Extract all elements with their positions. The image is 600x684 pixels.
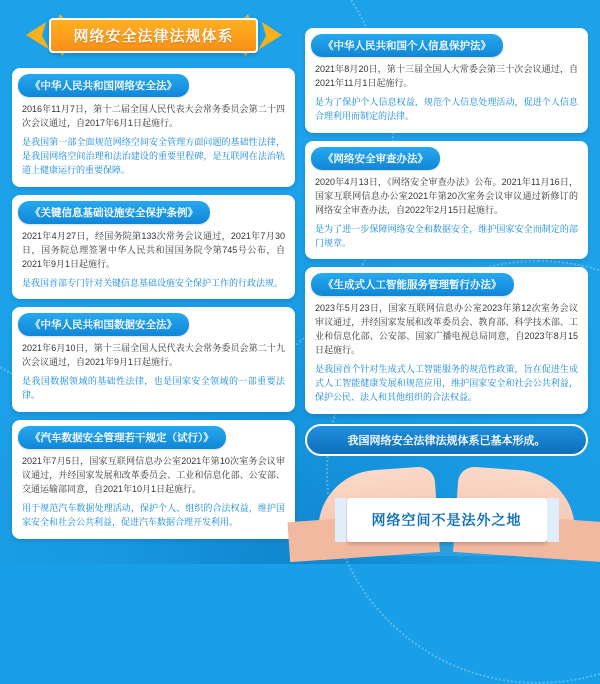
law-card-body: 2021年6月10日，第十三届全国人民代表大会常务委员会第二十九次会议通过，自2021年9月1日起施行。	[22, 343, 285, 368]
law-card-body: 2016年11月7日，第十二届全国人民代表大会常务委员会第二十四次会议通过，自2017年6月1日起施行。	[22, 104, 285, 128]
law-card-body: 2021年4月27日，经国务院第133次常务会议通过，2021年7月30日，国务院总理签署中华人民共和国国务院令第745号公布，自2021年9月1日起施行。	[22, 230, 285, 269]
law-card-body: 2023年5月23日，国家互联网信息办公室2023年第12次室务会议审议通过，并经国家发展和改革委员会、教育部、科学技术部、工业和信息化部、公安部、国家广播电视总局同意，自2023年8月15日起施行。	[315, 303, 578, 356]
law-card-heading: 《汽车数据安全管理若干规定（试行）》	[18, 426, 226, 449]
law-card-heading: 《关键信息基础设施安全保护条例》	[18, 201, 210, 224]
law-card-heading: 《中华人民共和国个人信息保护法》	[311, 34, 503, 57]
law-card	[12, 195, 295, 300]
law-card	[305, 28, 588, 133]
law-card	[305, 141, 588, 260]
law-card-heading: 《中华人民共和国数据安全法》	[18, 313, 189, 336]
law-card-heading: 《生成式人工智能服务管理暂行办法》	[311, 273, 514, 296]
title-banner	[49, 18, 257, 53]
law-card-body: 2021年8月20日，第十三届全国人大常委会第三十次会议通过，自2021年11月1日起施行。	[315, 64, 578, 88]
slogan-banner	[347, 498, 547, 542]
law-card	[12, 307, 295, 412]
right-column	[305, 10, 588, 556]
law-card-note: 用于规范汽车数据处理活动，保护个人、组织的合法权益，维护国家安全和社会公共利益，促进汽车数据合理开发利用。	[22, 503, 285, 527]
law-card	[12, 420, 295, 539]
left-column	[12, 10, 295, 556]
poster-title	[12, 12, 295, 58]
law-card-note: 是我国首部专门针对关键信息基础设施安全保护工作的行政法规。	[22, 277, 284, 288]
law-card-heading: 《网络安全审查办法》	[311, 147, 440, 170]
law-card-note: 是我国首个针对生成式人工智能服务的规范性政策，旨在促进生成式人工智能健康发展和规范应用，维护国家安全和社会公共利益，保护公民、法人和其他组织的合法权益。	[315, 364, 578, 403]
law-card-body: 2020年4月13日，《网络安全审查办法》公布。2021年11月16日，国家互联网信息办公室2021年第20次室务会议审议通过新修订的网络安全审查办法，自2022年2月15日起施行。	[315, 176, 578, 215]
conclusion-banner: 我国网络安全法律法规体系已基本形成。	[305, 424, 588, 456]
law-card-heading: 《中华人民共和国网络安全法》	[18, 74, 189, 97]
law-card-note: 是为了保护个人信息权益，规范个人信息处理活动，促进个人信息合理利用而制定的法律。	[315, 96, 578, 121]
title-text: 网络安全法律法规体系	[73, 27, 234, 45]
hands-illustration	[305, 468, 588, 556]
law-card	[12, 68, 295, 187]
slogan-text: 网络空间不是法外之地	[371, 512, 522, 528]
law-card-note: 是我国数据领域的基础性法律，也是国家安全领域的一部重要法律。	[22, 376, 285, 401]
law-card	[305, 267, 588, 414]
law-card-note: 是我国第一部全面规范网络空间安全管理方面问题的基础性法律，是我国网络空间治理和法治建设的重要里程碑，是互联网在法治轨道上健康运行的重要保障。	[22, 136, 285, 175]
law-card-body: 2021年7月5日，国家互联网信息办公室2021年第10次室务会议审议通过，并经国家发展和改革委员会、工业和信息化部、公安部、交通运输部同意，自2021年10月1日起施行。	[22, 456, 285, 495]
law-card-note: 是为了进一步保障网络安全和数据安全，维护国家安全而制定的部门规章。	[315, 223, 578, 248]
